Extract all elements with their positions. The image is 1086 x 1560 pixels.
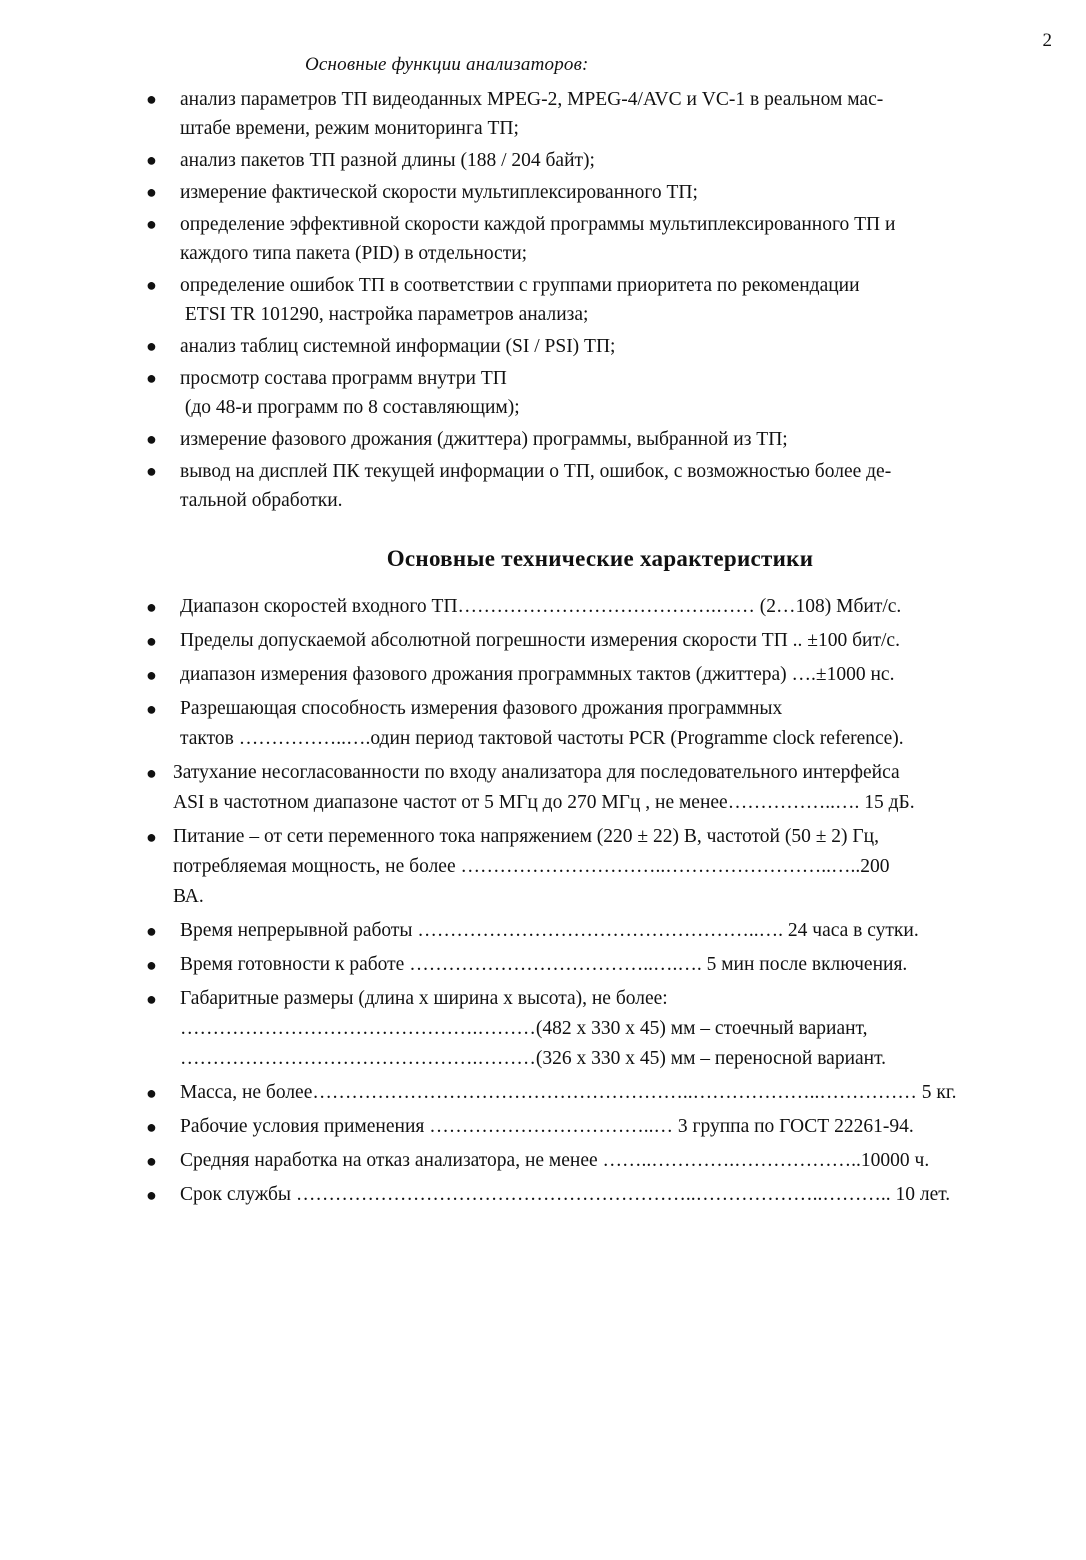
bullet-icon: ●	[146, 989, 157, 1009]
list-item-line: анализ таблиц системной информации (SI / PSI) ТП;	[180, 336, 616, 357]
list-item	[140, 626, 1060, 656]
list-item	[140, 210, 1060, 268]
list-item-line: ……………………………………….………(326 х 330 х 45) мм – переносной вариант.	[180, 1048, 887, 1069]
bullet-icon: ●	[146, 1117, 157, 1137]
list-item-line: штабе времени, режим мониторинга ТП;	[180, 118, 519, 139]
list-item	[140, 425, 1060, 454]
bullet-icon: ●	[146, 214, 157, 234]
list-item-line: определение эффективной скорости каждой программы мультиплексированного ТП и	[180, 214, 896, 235]
list-item	[140, 984, 1060, 1074]
list-item	[140, 332, 1060, 361]
list-item-line: измерение фазового дрожания (джиттера) программы, выбранной из ТП;	[180, 429, 788, 450]
bullet-icon: ●	[146, 1151, 157, 1171]
list-item-line: анализ пакетов ТП разной длины (188 / 204 байт);	[180, 150, 595, 171]
bullet-icon: ●	[146, 368, 157, 388]
list-item-line: анализ параметров ТП видеоданных MPEG-2, MPEG-4/AVC и VC-1 в реальном мас-	[180, 89, 884, 110]
list-item-line: определение ошибок ТП в соответствии с группами приоритета по рекомендации	[180, 275, 860, 296]
list-item	[140, 660, 1060, 690]
list-item-line: Срок службы ……………………………………………………..………………..……….. 10 лет.	[180, 1184, 951, 1205]
list-item	[140, 178, 1060, 207]
list-item-line: диапазон измерения фазового дрожания программных тактов (джиттера) ….±1000 нс.	[180, 664, 895, 685]
list-item-line: измерение фактической скорости мультиплексированного ТП;	[180, 182, 698, 203]
list-item	[140, 85, 1060, 143]
list-item-line: ……………………………………….………(482 х 330 х 45) мм – стоечный вариант,	[180, 1018, 868, 1039]
list-item-line: Разрешающая способность измерения фазового дрожания программных	[180, 698, 783, 719]
bullet-icon: ●	[146, 631, 157, 651]
functions-list	[140, 85, 1060, 518]
list-item	[140, 950, 1060, 980]
list-item	[140, 1180, 1060, 1210]
list-item	[140, 592, 1060, 622]
bullet-icon: ●	[146, 827, 157, 847]
specs-heading: Основные технические характеристики	[386, 546, 814, 571]
bullet-icon: ●	[146, 461, 157, 481]
bullet-icon: ●	[146, 763, 157, 783]
bullet-icon: ●	[146, 665, 157, 685]
bullet-icon: ●	[146, 955, 157, 975]
list-item	[140, 758, 1060, 818]
list-item-line: Время непрерывной работы ……………………………………………..…. 24 часа в сутки.	[180, 920, 919, 941]
list-item-line: ETSI TR 101290, настройка параметров анализа;	[180, 304, 589, 325]
list-item-line: ВА.	[173, 886, 204, 907]
list-item-line: Диапазон скоростей входного ТП………………………………….…… (2…108) Мбит/с.	[180, 596, 902, 617]
list-item	[140, 1112, 1060, 1142]
bullet-icon: ●	[146, 597, 157, 617]
list-item-line: ASI в частотном диапазоне частот от 5 МГц до 270 МГц , не менее……………..…. 15 дБ.	[173, 792, 915, 813]
list-item	[140, 694, 1060, 754]
list-item-line: тактов ……………..….один период тактовой частоты PCR (Programme clock reference).	[180, 728, 904, 749]
list-item-line: тальной обработки.	[180, 490, 343, 511]
bullet-icon: ●	[146, 336, 157, 356]
list-item-line: Габаритные размеры (длина х ширина х высота), не более:	[180, 988, 668, 1009]
list-item-line: (до 48-и программ по 8 составляющим);	[180, 397, 520, 418]
list-item-line: каждого типа пакета (PID) в отдельности;	[180, 243, 528, 264]
page-number: 2	[1042, 30, 1052, 51]
list-item-line: Масса, не более…………………………………………………..………………..…………… 5 кг.	[180, 1082, 957, 1103]
bullet-icon: ●	[146, 1083, 157, 1103]
list-item	[140, 146, 1060, 175]
list-item	[140, 364, 1060, 422]
list-item	[140, 457, 1060, 515]
list-item-line: Средняя наработка на отказ анализатора, не менее ……..………….………………..10000 ч.	[180, 1150, 930, 1171]
bullet-icon: ●	[146, 182, 157, 202]
bullet-icon: ●	[146, 429, 157, 449]
list-item-line: потребляемая мощность, не более …………………………..……………………..…..200	[173, 856, 890, 877]
bullet-icon: ●	[146, 1185, 157, 1205]
list-item	[140, 1078, 1060, 1108]
list-item-line: вывод на дисплей ПК текущей информации о ТП, ошибок, с возможностью более де-	[180, 461, 892, 482]
list-item-line: просмотр состава программ внутри ТП	[180, 368, 507, 389]
bullet-icon: ●	[146, 921, 157, 941]
bullet-icon: ●	[146, 275, 157, 295]
list-item-line: Затухание несогласованности по входу анализатора для последовательного интерфейса	[173, 762, 900, 783]
list-item	[140, 822, 1060, 912]
list-item	[140, 271, 1060, 329]
bullet-icon: ●	[146, 89, 157, 109]
list-item-line: Рабочие условия применения ……………………………..… 3 группа по ГОСТ 22261-94.	[180, 1116, 914, 1137]
functions-heading: Основные функции анализаторов:	[305, 54, 589, 75]
list-item	[140, 1146, 1060, 1176]
specs-list	[140, 592, 1060, 1214]
list-item-line: Время готовности к работе ………………………………..….…. 5 мин после включения.	[180, 954, 908, 975]
list-item-line: Питание – от сети переменного тока напряжением (220 ± 22) В, частотой (50 ± 2) Гц,	[173, 826, 879, 847]
bullet-icon: ●	[146, 699, 157, 719]
list-item	[140, 916, 1060, 946]
list-item-line: Пределы допускаемой абсолютной погрешности измерения скорости ТП .. ±100 бит/с.	[180, 630, 900, 651]
bullet-icon: ●	[146, 150, 157, 170]
